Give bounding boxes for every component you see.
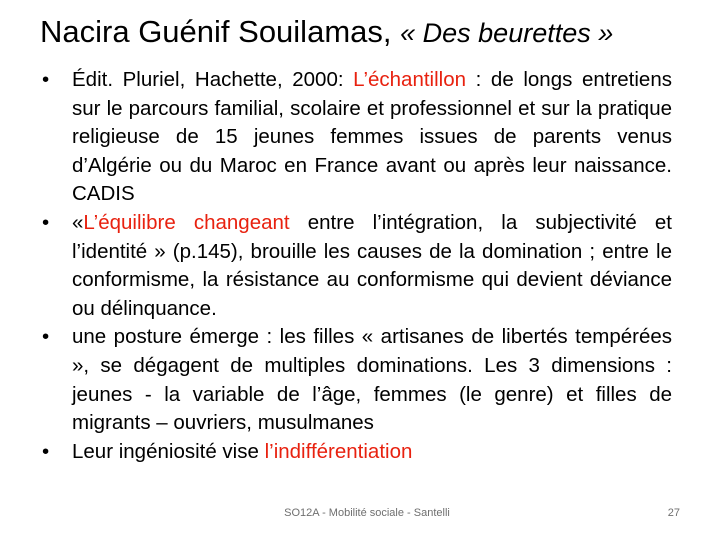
- bullet-item: [42, 209, 672, 323]
- bullet-text: «: [72, 210, 84, 234]
- bullet-text: entre l’intégration, la subjectivité et l’identité » (p.145), brouille les causes de la domination ; entre le conformisme, la résistance au conformisme qui devient déviance ou délinquance.: [72, 210, 673, 320]
- bullet-dot-icon: •: [42, 68, 50, 91]
- highlighted-text: L’échantillon: [353, 68, 467, 91]
- bullet-item: [42, 323, 672, 437]
- slide-title: [40, 12, 700, 53]
- bullet-item: [42, 438, 672, 467]
- bullet-list: [42, 66, 672, 466]
- bullet-dot-icon: •: [42, 325, 50, 349]
- page-number: 27: [667, 507, 680, 519]
- bullet-dot-icon: •: [42, 439, 50, 463]
- bullet-text: Leur ingéniosité vise: [72, 439, 265, 463]
- highlighted-text: L’équilibre changeant: [83, 210, 290, 234]
- bullet-text: une posture émerge : les filles « artisanes de libertés tempérées », se dégagent de multiples dominations. Les 3 dimensions : jeunes - la variable de l’âge, femmes (le genre) et filles de migrants – ouvriers, musulmanes: [72, 325, 672, 435]
- bullet-item: [42, 66, 672, 209]
- bullet-text: : de longs entretiens sur le parcours familial, scolaire et professionnel et sur la pratique religieuse de 15 jeunes femmes issues de parents venus d’Algérie ou du Maroc en France avant ou après leur naissance. CADIS: [72, 68, 672, 206]
- title-subtitle: « Des beurettes »: [400, 18, 614, 48]
- title-main: Nacira Guénif Souilamas,: [40, 14, 392, 49]
- highlighted-text: l’indifférentiation: [264, 439, 413, 463]
- bullet-text: Édit. Pluriel, Hachette, 2000:: [72, 68, 354, 91]
- bullet-dot-icon: •: [42, 210, 50, 234]
- footer-course-label: SO12A - Mobilité sociale - Santelli: [284, 507, 450, 519]
